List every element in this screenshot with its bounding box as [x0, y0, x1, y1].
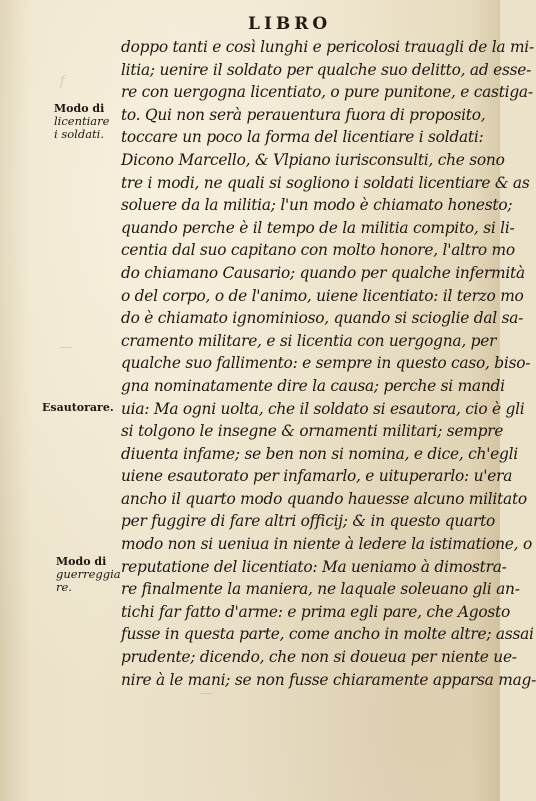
side-note-esautorare	[42, 401, 114, 414]
running-head: LIBRO	[248, 14, 332, 34]
text-line: do è chiamato ignominioso, quando si scioglie dal sa-	[121, 309, 524, 328]
text-line: qualche suo fallimento: e sempre in questo caso, biso-	[121, 354, 531, 373]
text-line: tichi far fatto d'arme: e prima egli pare, che Agosto	[121, 602, 511, 621]
side-note-licentiare	[54, 102, 109, 141]
text-line: to. Qui non serà perauentura fuora di proposito,	[121, 105, 486, 124]
text-line: tre i modi, ne quali si sogliono i soldati licentiare & as	[121, 173, 530, 192]
bleed-through-mark: —	[200, 686, 213, 701]
text-line: re finalmente la maniera, ne laquale soleuano gli an-	[121, 580, 520, 599]
text-line: litia; uenire il soldato per qualche suo delitto, ad esse-	[121, 60, 532, 79]
text-line: per fuggire di fare altri officij; & in questo quarto	[121, 512, 496, 531]
side-note-line: Esautorare.	[42, 401, 114, 414]
side-note-line: Modo di	[54, 102, 105, 115]
text-line: quando perche è il tempo de la militia compito, si li-	[121, 218, 515, 237]
side-note-line: i soldati.	[54, 127, 105, 141]
text-line: si tolgono le insegne & ornamenti militari; sempre	[121, 422, 504, 441]
text-line: gna nominatamente dire la causa; perche si mandi	[121, 376, 505, 395]
text-line: toccare un poco la forma del licentiare i soldati:	[121, 128, 484, 147]
text-line: o del corpo, o de l'animo, uiene licentiato: il terzo mo	[121, 286, 524, 305]
text-line: centia dal suo capitano con molto honore, l'altro mo	[121, 241, 515, 260]
side-note-line: guerreggia	[56, 567, 121, 581]
text-line: ancho il quarto modo quando hauesse alcuno militato	[121, 489, 527, 508]
text-line: re con uergogna licentiato, o pure punitone, e castiga-	[121, 83, 533, 102]
text-line: prudente; dicendo, che non si doueua per niente ue-	[121, 648, 517, 667]
side-note-line: licentiare	[54, 114, 110, 128]
text-line: modo non si ueniua in niente à ledere la istimatione, o	[121, 535, 532, 554]
text-line: Dicono Marcello, & Vlpiano iurisconsulti, che sono	[121, 150, 505, 169]
side-note-line: re.	[56, 580, 72, 594]
text-line: doppo tanti e così lunghi e pericolosi trauagli de la mi-	[121, 38, 534, 56]
text-line: cramento militare, e si licentia con uergogna, per	[121, 331, 497, 350]
text-line: fusse in questa parte, come ancho in molte altre; assai	[121, 625, 534, 644]
text-line: uia: Ma ogni uolta, che il soldato si esautora, cio è gli	[121, 399, 525, 418]
text-line: nire à le mani; se non fusse chiaramente apparsa mag-	[121, 670, 536, 689]
side-note-guerreggiare	[56, 555, 121, 594]
bleed-through-mark: —	[60, 340, 73, 355]
text-line: reputatione del licentiato: Ma ueniamo à dimostra-	[121, 557, 507, 576]
text-line: diuenta infame; se ben non si nomina, e dice, ch'egli	[121, 444, 518, 463]
side-note-line: Modo di	[56, 555, 107, 568]
text-line: uiene esautorato per infamarlo, e uituperarlo: u'era	[121, 467, 513, 486]
bleed-through-mark: f	[60, 74, 65, 89]
text-line: soluere da la militia; l'un modo è chiamato honesto;	[121, 196, 513, 215]
body-text	[121, 36, 536, 691]
text-line: do chiamano Causario; quando per qualche infermità	[121, 263, 525, 282]
